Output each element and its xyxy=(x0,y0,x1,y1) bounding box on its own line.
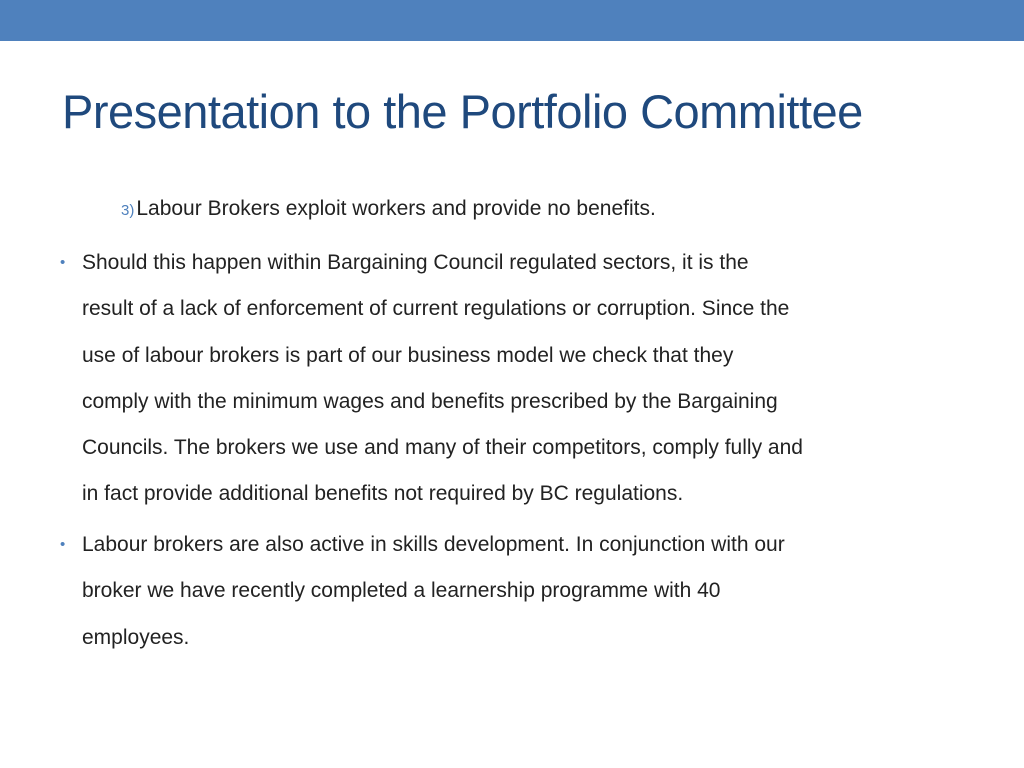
bullet-line: Should this happen within Bargaining Council regulated sectors, it is the xyxy=(82,251,749,274)
bullet-line: broker we have recently completed a learnership programme with 40 xyxy=(82,579,721,603)
top-accent-bar xyxy=(0,0,1024,41)
bullet-marker: • xyxy=(60,254,66,271)
bullet-line: result of a lack of enforcement of current regulations or corruption. Since the xyxy=(82,297,790,321)
bullet-line: employees. xyxy=(82,625,190,649)
number-marker: 3) xyxy=(121,202,135,219)
slide-title: Presentation to the Portfolio Committee xyxy=(62,85,863,138)
numbered-item xyxy=(121,197,656,221)
bullet-line: Councils. The brokers we use and many of their competitors, comply fully and xyxy=(82,436,803,460)
bullet-item xyxy=(60,522,970,661)
numbered-item-text: Labour Brokers exploit workers and provide no benefits. xyxy=(136,197,656,220)
bullet-line: Labour brokers are also active in skills development. In conjunction with our xyxy=(82,533,785,556)
bullet-marker: • xyxy=(60,536,66,553)
bullet-line: in fact provide additional benefits not required by BC regulations. xyxy=(82,482,684,506)
bullet-line: comply with the minimum wages and benefits prescribed by the Bargaining xyxy=(82,389,778,413)
bullet-item xyxy=(60,240,970,518)
bullet-text xyxy=(82,240,970,518)
bullet-text xyxy=(82,522,970,661)
bullet-line: use of labour brokers is part of our business model we check that they xyxy=(82,343,734,367)
